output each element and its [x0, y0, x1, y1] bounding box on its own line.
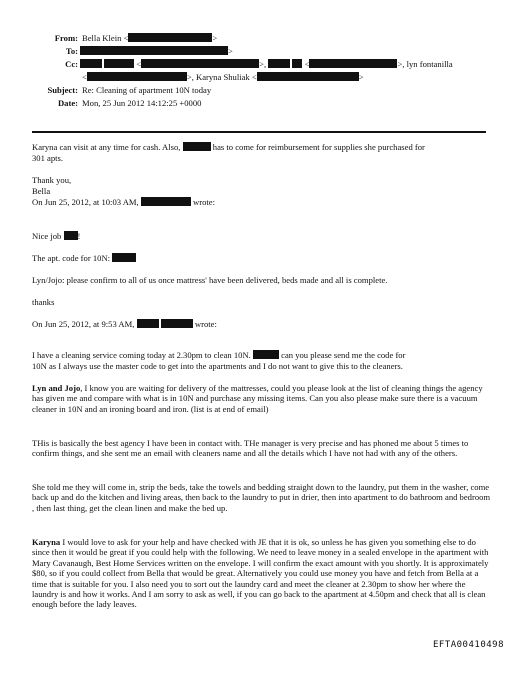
p2-addressee: Lyn and Jojo: [32, 383, 81, 393]
quote-text-b: wrote:: [194, 319, 217, 329]
redaction: [292, 59, 302, 68]
p1-text-a: I have a cleaning service coming today at 2.30pm to clean 10N.: [32, 350, 251, 360]
redaction: [183, 142, 211, 151]
original-p4: She told me they will come in, strip the beds, take the towels and bedding straight down to the laundry, put them in the washer, come back up and do the kitchen and living areas, then back to the laundry to put in drier, then into apartment to do bathroom and bedroom , then last thing, get the clean linen and make the bed up.: [32, 482, 491, 513]
redaction: [268, 59, 290, 68]
redaction: [141, 59, 259, 68]
p2-body: , I know you are waiting for delivery of the mattresses, could you please look at the list of cleaning things the agency has given me and compare with what is in 10N and purchase any missing items. Can you also please make sure there is a vacuum cleaner in 10N and an ironing board and iron. (list is at end of email): [32, 383, 483, 414]
original-p2: [32, 383, 492, 414]
nice-job-text: Nice job: [32, 231, 62, 241]
cc-karyna: >, Karyna Shuliak <: [186, 72, 257, 82]
from-name: Bella Klein <: [82, 33, 129, 43]
redaction: [64, 231, 78, 240]
from-close: >: [212, 33, 218, 43]
reply1-thanks: Thank you,: [32, 175, 72, 185]
original-p1-line2: 10N as I always use the master code to get into the apartments and I do not want to give this to the cleaners.: [32, 361, 403, 371]
date-label: Date:: [57, 98, 78, 108]
subject-label: Subject:: [47, 85, 78, 95]
document-id: EFTA00410498: [432, 639, 504, 650]
to-label: To:: [65, 46, 78, 56]
redaction: [253, 350, 279, 359]
redaction: [128, 33, 212, 42]
redaction: [87, 72, 187, 81]
reply2-quote-header: [32, 319, 217, 329]
redaction: [309, 59, 397, 68]
to-value: [80, 46, 233, 56]
from-label: From:: [54, 33, 78, 43]
reply1-line1: [32, 142, 425, 152]
redaction: [112, 253, 136, 262]
subject-value: Re: Cleaning of apartment 10N today: [82, 85, 212, 95]
redaction: [161, 319, 193, 328]
reply2-thanks: thanks: [32, 297, 55, 307]
reply1-signature: Bella: [32, 186, 51, 196]
reply2-nice-job: [32, 231, 80, 241]
redaction: [137, 319, 159, 328]
from-value: [82, 33, 217, 43]
nice-job-end: !: [77, 231, 81, 241]
quote-text-a: On Jun 25, 2012, at 9:53 AM,: [32, 319, 135, 329]
reply1-line2: 301 apts.: [32, 153, 64, 163]
p1-text-b: can you please send me the code for: [281, 350, 406, 360]
original-p1-line1: [32, 350, 405, 360]
p5-body: I would love to ask for your help and have checked with JE that it is ok, so unless he has given you something else to do since then it would be great if you could help with the following. We need to leave money in a sealed envelope in the apartment with Mary Cavanaugh, Best Home Services written on the envelope. I will confirm the exact amount with you shortly. It is approximately $80, so if you could collect from Bella that would be great. Alternatively you could use money you have and fetch from Bella at a time that is suitable for you. I also need you to sort out the laundry card and meet the cleaner at 2.30pm to show her where the laundry is and how it works. And I am sorry to ask as well, if you can go back to the apartment at 4.50pm and check that all is clean enough before the lady leaves.: [32, 537, 489, 610]
quote-text-a: On Jun 25, 2012, at 10:03 AM,: [32, 197, 139, 207]
reply1-quote-header: [32, 197, 215, 207]
redaction: [104, 59, 134, 68]
original-p3: THis is basically the best agency I have been in contact with. THe manager is very precise and has phoned me about 5 times to confirm things, and she sent me an email with cleaners name and all the details which I have not had with any of the others.: [32, 438, 469, 459]
to-close: >: [228, 46, 233, 56]
reply1-text-b: has to come for reimbursement for supplies she purchased for: [212, 142, 425, 152]
reply1-text-a: Karyna can visit at any time for cash. Also,: [32, 142, 181, 152]
cc-close: >: [358, 72, 364, 82]
reply2-apt-code: [32, 253, 136, 263]
quote-text-b: wrote:: [193, 197, 215, 207]
date-value: Mon, 25 Jun 2012 14:12:25 +0000: [82, 98, 202, 108]
header-divider: [32, 131, 486, 133]
cc-lyn: >, lyn fontanilla: [397, 59, 453, 69]
cc-label: Cc:: [65, 59, 78, 69]
redaction: [141, 197, 191, 206]
redaction: [80, 59, 102, 68]
original-p5: [32, 537, 492, 610]
redaction: [257, 72, 359, 81]
cc-line-2: < >, Karyna Shuliak < >: [82, 72, 364, 82]
p5-addressee: Karyna: [32, 537, 61, 547]
apt-code-text: The apt. code for 10N:: [32, 253, 111, 263]
reply2-lyn-jojo: Lyn/Jojo: please confirm to all of us once mattress' have been delivered, beds made and all is complete.: [32, 275, 388, 285]
redaction: [80, 46, 228, 55]
cc-line-1: < >, < >, lyn fontanilla: [80, 59, 453, 69]
